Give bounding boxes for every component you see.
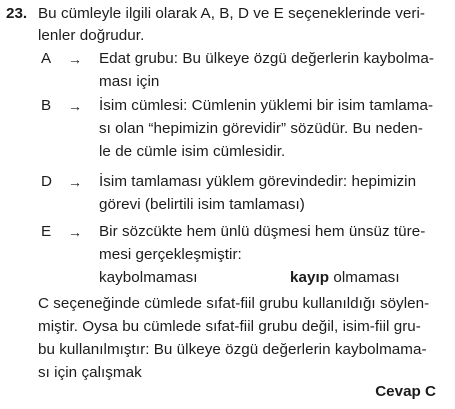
option-e-line-1: Bir sözcükte hem ünlü düşmesi hem ünsüz türe-	[99, 223, 426, 240]
option-e-line-2: mesi gerçekleşmiştir:	[99, 246, 242, 263]
arrow-right-icon: →	[68, 98, 82, 114]
example-word-right-root: kayıp	[290, 269, 330, 286]
option-b-letter: B	[41, 97, 52, 114]
option-d-line-2: görevi (belirtili isim tamlaması)	[99, 196, 305, 213]
explanation-line-3: bu kullanılmıştır: Bu ülkeye özgü değerlerin kaybolmama-	[38, 341, 427, 358]
example-word-left: kaybolmaması	[99, 269, 198, 286]
question-number: 23.	[6, 5, 28, 22]
option-a-letter: A	[41, 50, 52, 67]
option-e-letter: E	[41, 223, 52, 240]
arrow-right-icon: →	[68, 224, 82, 240]
option-d-line-1: İsim tamlaması yüklem görevindedir: hepimizin	[99, 173, 417, 190]
option-d-letter: D	[41, 173, 52, 190]
explanation-line-1: C seçeneğinde cümlede sıfat-fiil grubu kullanıldığı söylen-	[38, 295, 430, 312]
question-stem-line-2: lenler doğrudur.	[38, 27, 145, 44]
question-stem-line-1: Bu cümleyle ilgili olarak A, B, D ve E seçeneklerinde veri-	[38, 5, 426, 22]
option-b-line-3: le de cümle isim cümlesidir.	[99, 143, 286, 160]
example-word-right	[290, 268, 400, 288]
option-b-line-1: İsim cümlesi: Cümlenin yüklemi bir isim tamlama-	[99, 97, 434, 114]
example-word-right-rest: olmaması	[329, 269, 400, 286]
answer-label: Cevap C	[375, 383, 436, 400]
option-b-line-2: sı olan “hepimizin görevidir” sözüdür. Bu neden-	[99, 120, 424, 137]
arrow-right-icon: →	[68, 51, 82, 67]
explanation-line-4: sı için çalışmak	[38, 364, 142, 381]
option-a-line-2: ması için	[99, 73, 160, 90]
explanation-line-2: miştir. Oysa bu cümlede sıfat-fiil grubu değil, isim-fiil gru-	[38, 318, 421, 335]
arrow-right-icon: →	[68, 174, 82, 190]
option-a-line-1: Edat grubu: Bu ülkeye özgü değerlerin kaybolma-	[99, 50, 434, 67]
